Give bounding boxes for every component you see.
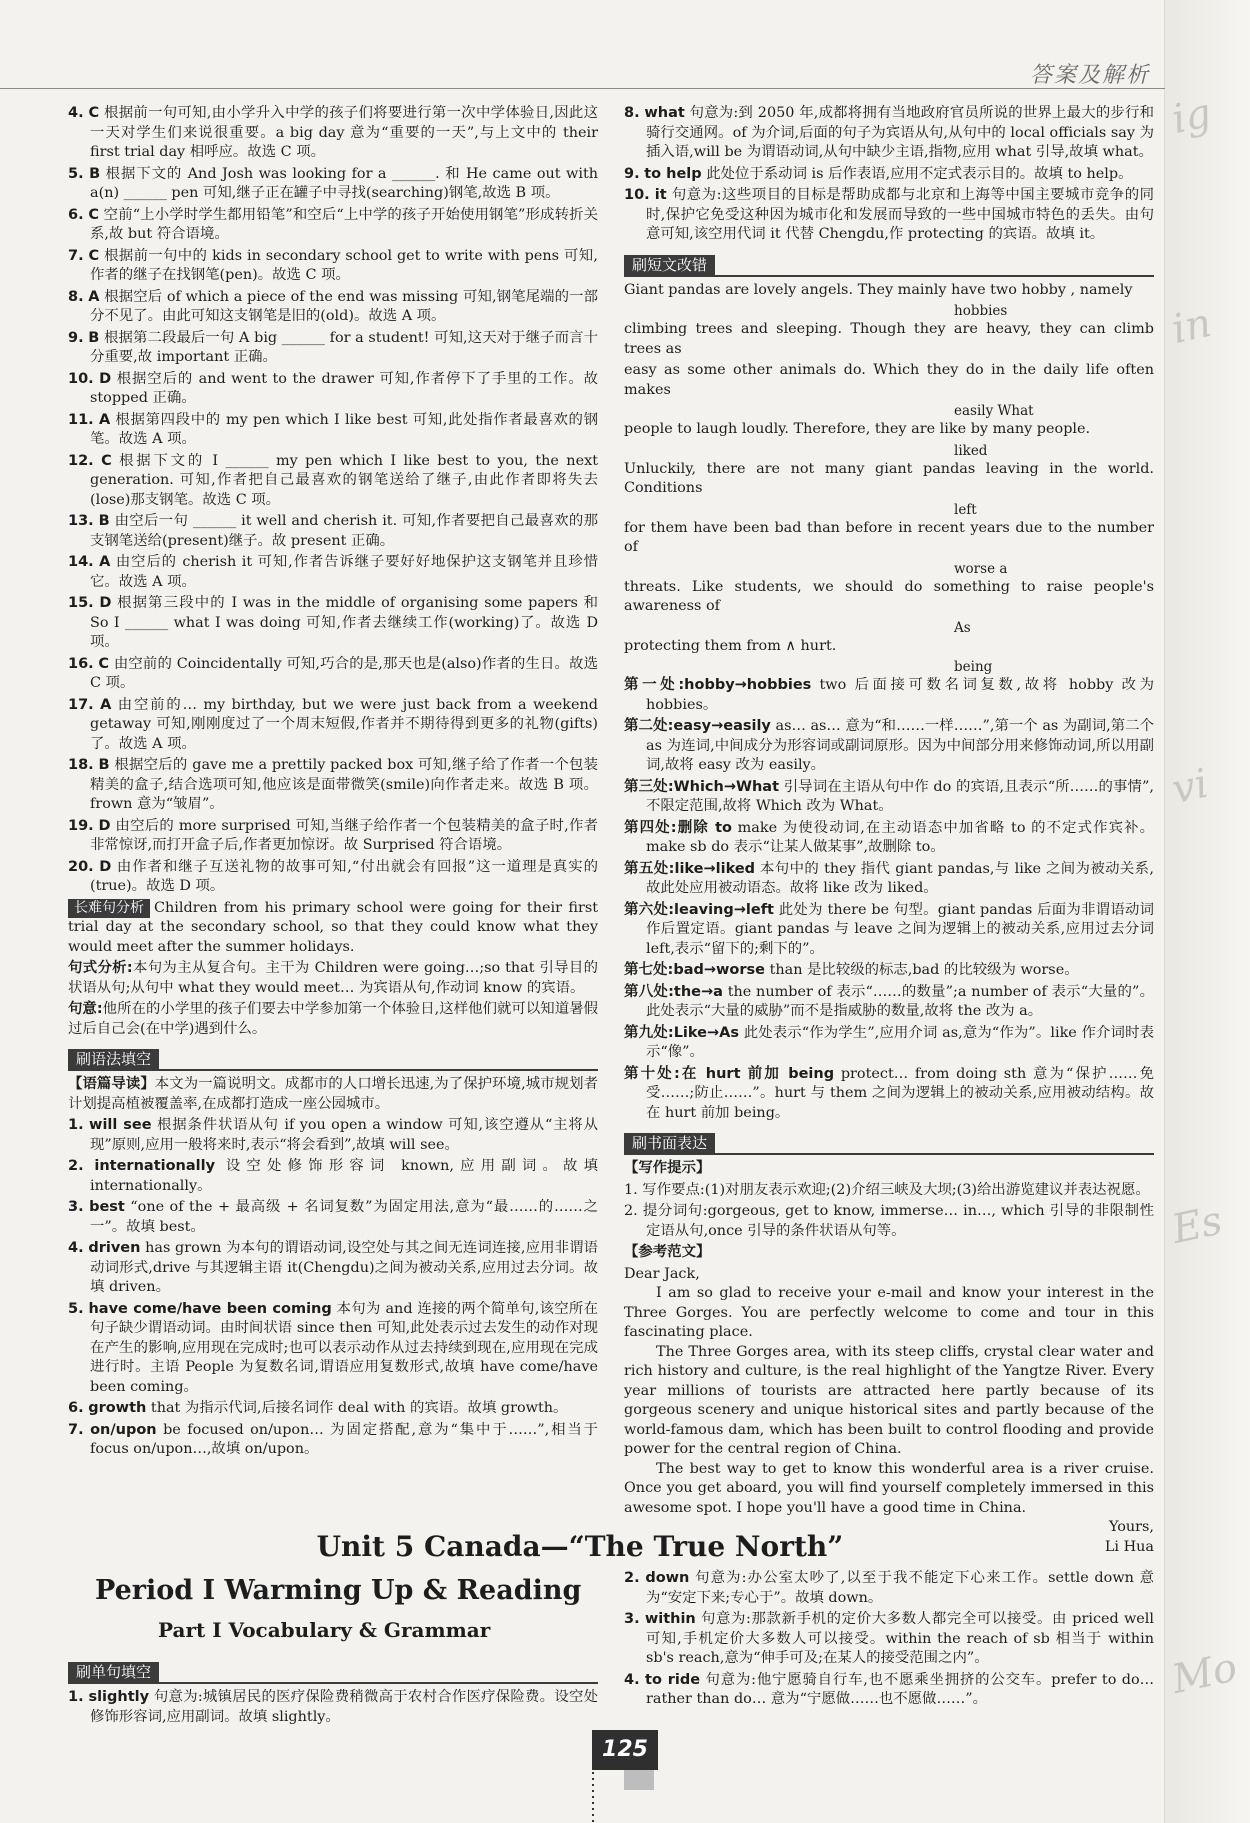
item-explanation: 根据空后的 and went to the drawer 可知,作者停下了手里的工作。故 stopped 正确。 — [90, 370, 599, 406]
item-answer: on/upon — [90, 1421, 157, 1438]
passage-line: easy as some other animals do. Which they do in the daily life often makes — [624, 362, 1154, 398]
note-text: 此处为 there be 句型。giant pandas 后面为非谓语动词作后置定语。giant pandas 与 leave 之间为逻辑上的被动关系,应用过去分词 left,表示“留下的;剩下的”。 — [646, 901, 1154, 957]
period-title: Period Ⅰ Warming Up & Reading — [95, 1575, 582, 1606]
correction-mark: hobbies — [954, 303, 1008, 319]
unit-answer-list — [68, 1688, 598, 1727]
answer-item — [68, 165, 598, 204]
item-explanation: 由空前的… my birthday, but we were just back from a weekend getaway 可知,刚刚度过了一个周末短假,作者并不期待得到更多的礼物(gifts)了。故选 A 项。 — [90, 696, 599, 752]
item-number: 1. — [68, 1117, 84, 1133]
note-label: 第十处: — [624, 1065, 680, 1082]
note-text: as… as… 意为“和……一样……”,第一个 as 为副词,第二个 as 为连词,中间成分为形容词或副词原形。因为中间部分用来修饰动词,所以用副词,故将 easy 改为 easily。 — [646, 718, 1154, 773]
item-explanation: has grown 为本句的谓语动词,设空处与其之间无连词连接,应用非谓语动词形式,drive 与其逻辑主语 it(Chengdu)之间为被动关系,应用过去分词。故填 driven。 — [90, 1240, 599, 1295]
item-number: 5. — [68, 1300, 84, 1317]
unit-left-column — [68, 1652, 598, 1729]
note-key: Which→What — [673, 778, 780, 795]
grammar-fill-header — [68, 1045, 598, 1071]
note-key: hobby→hobbies — [684, 677, 812, 693]
item-explanation: 根据第二段最后一句 A big ______ for a student! 可知,这天对于继子而言十分重要,故 important 正确。 — [90, 329, 598, 365]
item-number: 4. — [68, 105, 84, 121]
item-number: 20. — [68, 858, 94, 875]
note-text: 此处表示“作为学生”,应用介词 as,意为“作为”。like 作介词时表示“像”。 — [646, 1024, 1154, 1060]
item-explanation: 设空处修饰形容词 known,应用副词。故填 internationally。 — [90, 1158, 599, 1194]
note-key: leaving→left — [674, 901, 774, 918]
correction-mark: easily What — [954, 403, 1034, 419]
item-answer: C — [98, 655, 110, 672]
item-number: 18. — [68, 757, 94, 773]
answer-item — [68, 1300, 598, 1398]
item-answer: internationally — [94, 1158, 216, 1174]
item-number: 8. — [624, 105, 640, 121]
answer-item — [624, 186, 1154, 245]
item-number: 2. — [624, 1570, 640, 1586]
item-answer: to help — [644, 165, 702, 182]
item-answer: D — [99, 858, 112, 875]
item-number: 16. — [68, 655, 94, 672]
item-answer: growth — [88, 1400, 147, 1416]
item-explanation: 根据条件状语从句 if you open a window 可知,该空遵从“主将从现”原则,应用一般将来时,表示“将会看到”,故填 will see。 — [90, 1117, 599, 1153]
note-key: the→a — [673, 983, 723, 1000]
correction-mark: As — [954, 619, 971, 636]
item-answer: C — [101, 452, 112, 469]
correction-note — [624, 1024, 1154, 1063]
note-label: 第八处: — [624, 983, 674, 1000]
item-explanation: that 为指示代词,后接名词作 deal with 的宾语。故填 growth。 — [150, 1400, 568, 1416]
answer-item — [68, 1198, 598, 1237]
answer-item — [68, 1157, 598, 1196]
passage-line: threats. Like students, we should do something to raise people's awareness of — [624, 578, 1154, 614]
item-number: 5. — [68, 165, 84, 182]
item-number: 9. — [68, 329, 84, 346]
item-explanation: 句意为:他宁愿骑自行车,也不愿乘坐拥挤的公交车。prefer to do… rather than do… 意为“宁愿做……也不愿做……”。 — [646, 1671, 1155, 1707]
item-answer: driven — [88, 1240, 141, 1256]
edge-watermark: Es — [1168, 1197, 1227, 1253]
note-key: 删除 to — [676, 819, 732, 836]
item-number: 10. — [68, 370, 94, 387]
item-explanation: 由作者和继子互送礼物的故事可知,“付出就会有回报”这一道理是真实的(true)。故选 D 项。 — [90, 858, 599, 894]
item-answer: D — [99, 370, 112, 387]
note-label: 第六处: — [624, 901, 675, 918]
answer-item — [624, 104, 1154, 163]
correction-mark: being — [954, 659, 993, 675]
sample-essay — [624, 1265, 1154, 1558]
guide-label: 【语篇导读】 — [68, 1076, 155, 1092]
note-key: like→liked — [674, 860, 756, 877]
sentence-fill-header — [68, 1658, 598, 1684]
item-number: 11. — [68, 411, 94, 428]
item-answer: A — [99, 554, 111, 570]
item-number: 8. — [68, 288, 84, 305]
header-rule — [0, 56, 1165, 89]
writing-title: 刷书面表达 — [624, 1133, 715, 1155]
note-label: 第二处: — [624, 718, 674, 734]
item-answer: what — [644, 105, 685, 121]
answer-item — [68, 452, 598, 511]
item-number: 17. — [68, 696, 94, 713]
analysis-label: 句式分析: — [68, 960, 133, 976]
item-explanation: 根据第三段中的 I was in the middle of organising some papers 和 So I ______ what I was doing 可知,作者去继续工作(working)了。故选 D 项。 — [90, 595, 598, 650]
answer-item — [68, 329, 598, 368]
item-answer: C — [88, 105, 100, 121]
answer-item — [68, 370, 598, 409]
item-explanation: 由空后的 more surprised 可知,当继子给作者一个包装精美的盒子时,作者非常惊讶,而打开盒子后,作者更加惊讶。故 Surprised 符合语境。 — [90, 817, 599, 853]
note-text: than 是比较级的标志,bad 的比较级为 worse。 — [769, 962, 1079, 978]
answer-item — [68, 696, 598, 755]
answer-item — [624, 165, 1154, 185]
note-label: 第三处: — [624, 778, 674, 795]
item-explanation: 句意为:办公室太吵了,以至于我不能定下心来工作。settle down 意为“安定下来;专心于”。故填 down。 — [646, 1570, 1154, 1606]
note-text: protect… from doing sth 意为“保护……免受……;防止……”。hurt 与 them 之间为逻辑上的被动关系,应用被动结构。故在 hurt 前加 being。 — [646, 1065, 1154, 1121]
item-explanation: 本句为 and 连接的两个简单句,该空所在句子缺少谓语动词。由时间状语 since then 可知,此处表示过去发生的动作对现在产生的影响,应用现在完成时;也可以表示动作从过去持续到现在,应用现在完成进行时。主语 People 为复数名词,谓语应用复数形式,故填 have come/have been coming。 — [90, 1300, 598, 1395]
item-number: 19. — [68, 817, 94, 834]
answer-item — [68, 1421, 598, 1460]
note-key: Like→As — [673, 1024, 739, 1041]
error-correction-notes — [624, 676, 1154, 1123]
item-answer: D — [98, 817, 111, 834]
error-correction-passage — [624, 281, 1154, 677]
left-column — [68, 104, 598, 1462]
correction-note — [624, 983, 1154, 1022]
item-explanation: 根据下文的 And Josh was looking for a ______. 和 He came out with a(n) ______ pen 可知,继子正在罐子中寻找(searching)钢笔,故选 B 项。 — [90, 165, 599, 201]
grammar-answer-list — [68, 1116, 598, 1460]
edge-watermark: vi — [1168, 760, 1213, 813]
item-number: 14. — [68, 554, 94, 570]
answer-item — [68, 1116, 598, 1155]
note-key: easy→easily — [673, 718, 771, 734]
sentence-structure — [68, 959, 598, 998]
answer-item — [68, 817, 598, 856]
edge-watermark: ig — [1168, 90, 1216, 143]
answer-item — [68, 1688, 598, 1727]
item-number: 10. — [624, 187, 650, 203]
writing-tips-label: 【写作提示】 — [624, 1160, 711, 1176]
long-sentence-label: 长难句分析 — [68, 899, 150, 919]
answer-item — [68, 655, 598, 694]
long-sentence-text: Children from his primary school were going for their first trial day at the secondary school, so that they could know what they would meet after the summer holidays. — [68, 899, 598, 955]
item-explanation: 句意为:那款新手机的定价大多数人都完全可以接受。由 priced well 可知,手机定价大多数人可以接受。within the reach of sb 相当于 within sb's reach,意为“伸手可及;在某人的接受范围之内”。 — [646, 1611, 1155, 1666]
item-answer: have come/have been coming — [88, 1300, 332, 1317]
answer-item — [624, 1569, 1154, 1608]
note-key: 在 hurt 前加 being — [679, 1065, 835, 1082]
answer-item — [624, 1671, 1154, 1710]
note-label: 第七处: — [624, 962, 674, 978]
passage-line: for them have been bad than before in recent years due to the number of — [624, 519, 1154, 555]
item-answer: slightly — [88, 1689, 150, 1705]
item-explanation: 句意为:到 2050 年,成都将拥有当地政府官员所说的世界上最大的步行和骑行交通网。of 为介词,后面的句子为宾语从句,从句中的 local officials say 为插入语,will be 为谓语动词,从句中缺少主语,指物,应用 what 引导,故填 what。 — [646, 105, 1154, 160]
error-correction-header — [624, 251, 1154, 277]
note-key: bad→worse — [673, 962, 765, 978]
answer-item — [68, 756, 598, 815]
edge-watermark: in — [1168, 299, 1216, 353]
item-number: 7. — [68, 1421, 84, 1438]
correction-mark: left — [954, 501, 977, 518]
right-column — [624, 104, 1154, 1557]
page-edge-strip — [1164, 0, 1250, 1823]
passage-line: Unluckily, there are not many giant pandas leaving in the world. Conditions — [624, 460, 1154, 496]
essay-paragraph: The best way to get to know this wonderful area is a river cruise. Once you get aboard, you will find yourself completely immersed in this awesome spot. I hope you'll have a good time in China. — [624, 1460, 1154, 1516]
answer-item — [68, 411, 598, 450]
unit-answer-list — [624, 1569, 1154, 1710]
answer-item — [68, 206, 598, 245]
note-label: 第四处: — [624, 819, 677, 836]
note-text: two 后面接可数名词复数,故将 hobby 改为 hobbies。 — [646, 677, 1154, 713]
item-explanation: 根据前一句中的 kids in secondary school get to write with pens 可知,作者的继子在找钢笔(pen)。故选 C 项。 — [90, 247, 598, 283]
item-number: 6. — [68, 206, 84, 223]
answer-item — [68, 104, 598, 163]
sample-label: 【参考范文】 — [624, 1244, 711, 1260]
passage-line: people to laugh loudly. Therefore, they are like by many people. — [624, 421, 1091, 437]
note-text: 本句中的 they 指代 giant pandas,与 like 之间为被动关系,故此处应用被动语态。故将 like 改为 liked。 — [646, 860, 1155, 896]
item-number: 15. — [68, 595, 94, 611]
edge-watermark: Mo — [1168, 1644, 1242, 1703]
correction-mark: liked — [954, 442, 988, 459]
long-sentence-analysis — [68, 899, 598, 958]
answer-item — [68, 1239, 598, 1298]
correction-mark: worse a — [954, 560, 1008, 577]
correction-note — [624, 901, 1154, 960]
item-explanation: 根据空后 of which a piece of the end was missing 可知,钢笔尾端的一部分不见了。由此可知这支钢笔是旧的(old)。故选 A 项。 — [90, 288, 599, 324]
item-number: 7. — [68, 247, 84, 264]
item-number: 4. — [68, 1240, 84, 1256]
item-explanation: 由空后的 cherish it 可知,作者告诉继子要好好地保护这支钢笔并且珍惜它。故选 A 项。 — [90, 554, 598, 590]
signature: Li Hua — [1104, 1538, 1154, 1555]
item-answer: B — [98, 757, 110, 773]
header-title: 答案及解析 — [1029, 63, 1150, 88]
item-number: 1. — [68, 1689, 84, 1705]
correction-note — [624, 676, 1154, 715]
correction-note — [624, 819, 1154, 858]
correction-note — [624, 961, 1154, 981]
correction-note — [624, 860, 1154, 899]
item-answer: best — [89, 1199, 125, 1215]
writing-tip: 2. 提分词句:gorgeous, get to know, immerse… in…, which 引导的非限制性定语从句,once 引导的条件状语从句等。 — [624, 1203, 1154, 1239]
note-label: 第五处: — [624, 860, 675, 877]
item-answer: A — [88, 288, 100, 305]
grammar-fill-title: 刷语法填空 — [68, 1049, 159, 1071]
item-answer: D — [99, 595, 112, 611]
error-correction-title: 刷短文改错 — [624, 255, 715, 277]
passage-line: protecting them from ∧ hurt. — [624, 637, 837, 654]
correction-note — [624, 1065, 1154, 1124]
item-number: 3. — [624, 1611, 640, 1627]
item-answer: A — [98, 411, 111, 428]
answer-item — [68, 553, 598, 592]
answer-list — [68, 104, 598, 897]
item-number: 4. — [624, 1671, 640, 1688]
analysis-text: 本句为主从复合句。主干为 Children were going…;so that 引导目的状语从句;从句中 what they would meet… 为宾语从句,作动词 know 的宾语。 — [68, 960, 598, 996]
correction-note — [624, 717, 1154, 776]
essay-body — [624, 1284, 1154, 1518]
item-answer: it — [654, 187, 667, 203]
essay-paragraph: The Three Gorges area, with its steep cliffs, crystal clear water and rich history and culture, is the real highlight of the Yangtze River. Every year millions of tourists are attracted here partly because of its gorgeous scenery and unique historical sites and partly because of the world-famous dam, which has been built to control flooding and provide power for the central region of China. — [624, 1343, 1154, 1457]
closing: Yours, — [1108, 1519, 1154, 1535]
passage-line: climbing trees and sleeping. Though they are heavy, they can climb trees as — [624, 321, 1154, 357]
item-answer: to ride — [645, 1671, 701, 1688]
note-label: 第九处: — [624, 1024, 674, 1041]
note-text: the number of 表示“……的数量”;a number of 表示“大量的”。此处表示“大量的威胁”而不是指威胁的数量,故将 the 改为 a。 — [646, 983, 1154, 1019]
sentence-fill-title: 刷单句填空 — [68, 1662, 159, 1684]
salutation: Dear Jack, — [624, 1265, 700, 1282]
guide-text: 本文为一篇说明文。成都市的人口增长迅速,为了保护环境,城市规划者计划提高植被覆盖率,在成都打造成一座公园城市。 — [68, 1076, 598, 1112]
item-answer: within — [644, 1611, 696, 1627]
item-explanation: 由空后一句 ______ it well and cherish it. 可知,作者要把自己最喜欢的那支钢笔送给(present)继子。故 present 正确。 — [90, 513, 598, 549]
item-explanation: 根据空后的 gave me a prettily packed box 可知,继子给了作者一个包装精美的盒子,结合选项可知,他应该是面带微笑(smile)向作者走来。故选 B 项。frown 意为“皱眉”。 — [90, 757, 599, 812]
meaning-label: 句意: — [68, 1001, 103, 1017]
item-explanation: 空前“上小学时学生都用铅笔”和空后“上中学的孩子开始使用钢笔”形成转折关系,故 but 符合语境。 — [90, 206, 598, 242]
item-explanation: 根据第四段中的 my pen which I like best 可知,此处指作者最喜欢的钢笔。故选 A 项。 — [90, 411, 599, 447]
item-explanation: 句意为:这些项目的目标是帮助成都与北京和上海等中国主要城市竞争的同时,保护它免受这种因为城市化和发展而导致的一些中国城市特色的丢失。由句意可知,该空用代词 it 代替 Chengdu,作 protecting 的宾语。故填 it。 — [646, 187, 1155, 242]
passage-line: Giant pandas are lovely angels. They mainly have two hobby , namely — [624, 281, 1133, 298]
item-number: 6. — [68, 1400, 84, 1416]
unit-title: Unit 5 Canada—“The True North” — [316, 1530, 844, 1563]
item-explanation: be focused on/upon… 为固定搭配,意为“集中于……”,相当于 focus on/upon…,故填 on/upon。 — [90, 1421, 598, 1457]
unit-right-column — [624, 1569, 1154, 1712]
item-answer: A — [100, 696, 112, 713]
page-number: 125 — [592, 1730, 658, 1770]
item-number: 9. — [624, 165, 640, 182]
essay-paragraph: I am so glad to receive your e-mail and know your interest in the Three Gorges. You are perfectly welcome to come and tour in this fascinating place. — [624, 1285, 1154, 1340]
answer-item — [68, 594, 598, 653]
item-explanation: “one of the + 最高级 + 名词复数”为固定用法,意为“最……的……之一”。故填 best。 — [90, 1199, 599, 1235]
writing-tip: 1. 写作要点:(1)对朋友表示欢迎;(2)介绍三峡及大坝;(3)给出游览建议并表达祝愿。 — [624, 1181, 1150, 1198]
item-number: 13. — [68, 513, 94, 529]
answer-item — [68, 512, 598, 551]
item-answer: C — [88, 247, 100, 264]
item-answer: B — [89, 165, 101, 182]
item-explanation: 由空前的 Coincidentally 可知,巧合的是,那天也是(also)作者的生日。故选 C 项。 — [90, 655, 598, 691]
answer-item — [624, 1610, 1154, 1669]
answer-item — [68, 1399, 598, 1419]
answer-item — [68, 288, 598, 327]
answer-item — [68, 858, 598, 897]
note-label: 第一处: — [624, 677, 685, 693]
item-answer: will see — [89, 1117, 152, 1133]
item-number: 3. — [68, 1199, 84, 1215]
answer-item — [68, 247, 598, 286]
dotted-line — [592, 1772, 594, 1823]
item-explanation: 根据下文的 I ______ my pen which I like best to you, the next generation. 可知,作者把自己最喜欢的钢笔送给了继子,由此作者即将失去(lose)那支钢笔。故选 C 项。 — [90, 452, 598, 508]
note-text: make 为使役动词,在主动语态中加省略 to 的不定式作宾补。make sb do 表示“让某人做某事”,故删除 to。 — [646, 819, 1154, 855]
part-title: Part Ⅰ Vocabulary & Grammar — [158, 1618, 491, 1642]
item-answer: down — [645, 1570, 690, 1586]
item-answer: C — [88, 206, 99, 223]
item-explanation: 此处位于系动词 is 后作表语,应用不定式表示目的。故填 to help。 — [706, 165, 1133, 182]
item-explanation: 句意为:城镇居民的医疗保险费稍微高于农村合作医疗保险费。设空处修饰形容词,应用副词。故填 slightly。 — [90, 1689, 598, 1725]
answer-list — [624, 104, 1154, 245]
sentence-meaning — [68, 1000, 598, 1039]
writing-header — [624, 1129, 1154, 1155]
item-number: 12. — [68, 452, 94, 469]
reading-guide — [68, 1075, 598, 1114]
writing-tips — [624, 1181, 1154, 1242]
item-answer: B — [98, 513, 110, 529]
note-text: 引导词在主语从句中作 do 的宾语,且表示“所……的事情”,不限定范围,故将 Which 改为 What。 — [646, 778, 1154, 814]
item-number: 2. — [68, 1158, 84, 1174]
item-answer: B — [88, 329, 100, 346]
meaning-text: 他所在的小学里的孩子们要去中学参加第一个体验日,这样他们就可以知道暑假过后自己会(在中学)遇到什么。 — [68, 1001, 598, 1037]
item-explanation: 根据前一句可知,由小学升入中学的孩子们将要进行第一次中学体验日,因此这一天对学生们来说很重要。a big day 意为“重要的一天”,与上文中的 their first trial day 相呼应。故选 C 项。 — [90, 105, 599, 160]
correction-note — [624, 778, 1154, 817]
